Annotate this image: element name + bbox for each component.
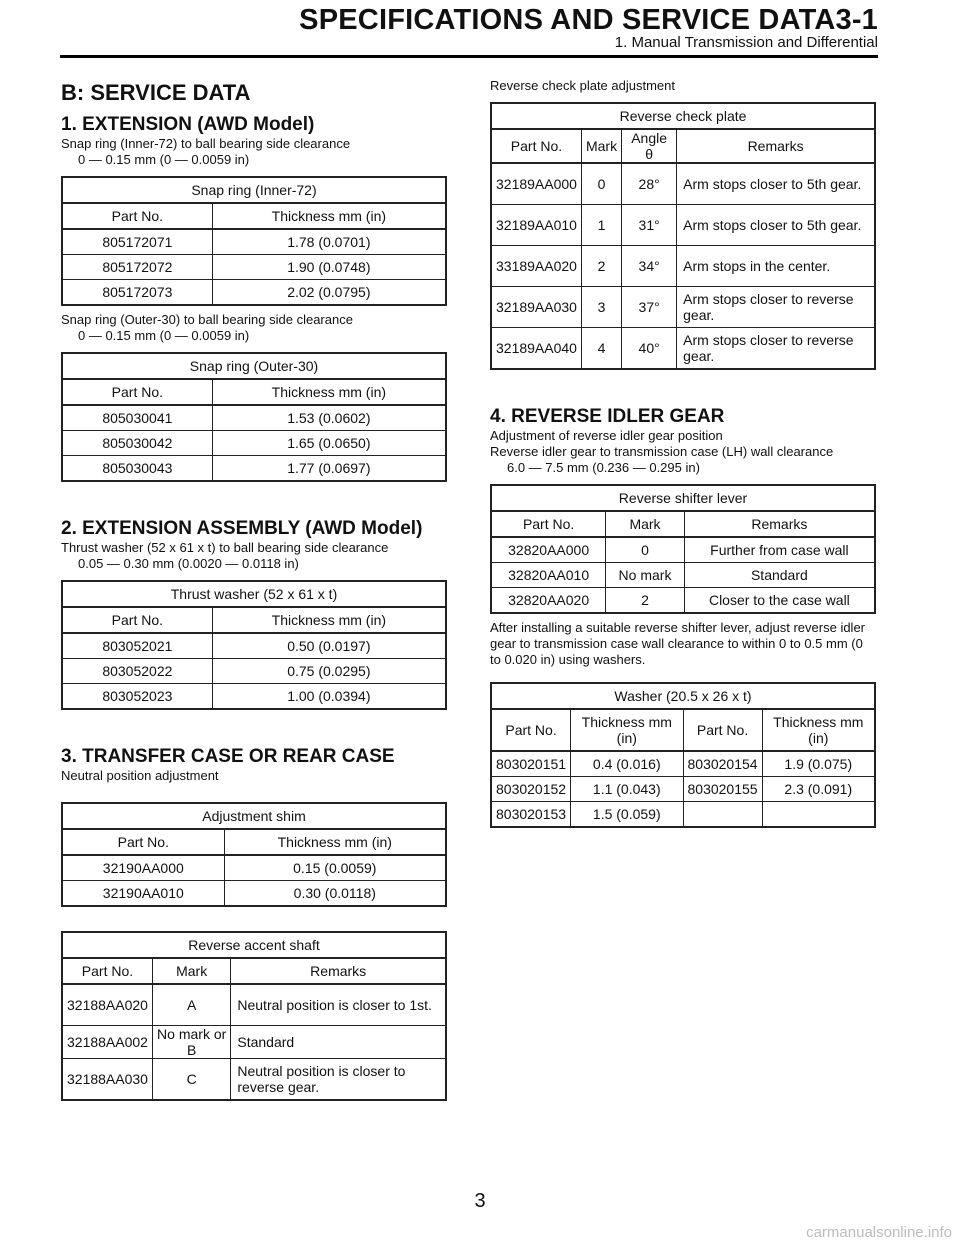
table-cell: 1.1 (0.043) xyxy=(571,777,683,802)
spec-note: Snap ring (Inner-72) to ball bearing side clearance xyxy=(61,136,351,151)
page-header-subtitle: 1. Manual Transmission and Differential xyxy=(614,34,878,51)
spec-table xyxy=(61,352,447,482)
watermark: carmanualsonline.info xyxy=(806,1224,952,1241)
table-row xyxy=(491,246,875,287)
table-cell: 32190AA000 xyxy=(62,855,224,881)
page-header-title xyxy=(299,4,878,37)
spec-note: Snap ring (Outer-30) to ball bearing side clearance xyxy=(61,312,353,327)
table-cell: Arm stops closer to reverse gear. xyxy=(677,287,875,328)
table-cell: 1.78 (0.0701) xyxy=(212,229,446,255)
header-title-text: SPECIFICATIONS AND SERVICE DATA xyxy=(299,4,836,36)
table-cell: 32188AA002 xyxy=(62,1026,152,1059)
table-cell: 803020155 xyxy=(683,777,762,802)
table-cell: Arm stops closer to 5th gear. xyxy=(677,205,875,246)
table-cell: 32188AA020 xyxy=(62,984,152,1026)
table-row xyxy=(62,659,446,684)
table-cell: 1 xyxy=(581,205,621,246)
table-cell: Arm stops closer to reverse gear. xyxy=(677,328,875,370)
table-cell: 805030042 xyxy=(62,431,212,456)
table-cell: 803052021 xyxy=(62,633,212,659)
table-cell: Standard xyxy=(231,1026,446,1059)
table-cell: 32189AA000 xyxy=(491,163,581,205)
spec-value: 0.05 — 0.30 mm (0.0020 — 0.0118 in) xyxy=(78,556,299,571)
table-cell: 37° xyxy=(622,287,677,328)
table-row xyxy=(62,855,446,881)
table-cell: No mark xyxy=(606,563,685,588)
table-cell: 33189AA020 xyxy=(491,246,581,287)
spec-table xyxy=(490,484,876,614)
section-heading: 2. EXTENSION ASSEMBLY (AWD Model) xyxy=(61,518,423,539)
table-cell: 32189AA040 xyxy=(491,328,581,370)
page-heading: B: SERVICE DATA xyxy=(61,80,251,105)
table-cell: Neutral position is closer to reverse gear. xyxy=(231,1059,446,1101)
column-header: Part No. xyxy=(683,709,762,751)
table-cell: 2.02 (0.0795) xyxy=(212,280,446,306)
table-cell: 803020151 xyxy=(491,751,571,777)
column-header: Part No. xyxy=(62,829,224,855)
table-row xyxy=(491,751,875,777)
column-header: Thickness mm (in) xyxy=(212,379,446,405)
table-row xyxy=(62,1059,446,1101)
table-cell: 2.3 (0.091) xyxy=(762,777,875,802)
table-row xyxy=(62,405,446,431)
table-row xyxy=(62,633,446,659)
table-caption: Snap ring (Inner-72) xyxy=(62,177,446,203)
table-row xyxy=(62,280,446,306)
table-cell: 0.30 (0.0118) xyxy=(224,881,446,907)
column-header: Part No. xyxy=(62,203,212,229)
table-cell: 0.50 (0.0197) xyxy=(212,633,446,659)
table-row xyxy=(491,802,875,828)
table-cell: Arm stops in the center. xyxy=(677,246,875,287)
table-cell: 805030041 xyxy=(62,405,212,431)
table-cell: 805172073 xyxy=(62,280,212,306)
spec-value: 0 — 0.15 mm (0 — 0.0059 in) xyxy=(78,328,250,343)
spec-table xyxy=(61,580,447,710)
table-cell: 32820AA000 xyxy=(491,537,606,563)
left-column xyxy=(61,78,447,1107)
header-section-number: 3-1 xyxy=(835,4,878,36)
column-header: Part No. xyxy=(491,129,581,163)
column-header: Mark xyxy=(152,958,230,984)
table-cell: 0.4 (0.016) xyxy=(571,751,683,777)
column-header: Thickness mm (in) xyxy=(571,709,683,751)
table-cell: 803052022 xyxy=(62,659,212,684)
column-header: Thickness mm (in) xyxy=(762,709,875,751)
column-header: Thickness mm (in) xyxy=(224,829,446,855)
table-row xyxy=(491,328,875,370)
table-row xyxy=(491,163,875,205)
table-cell: 805172071 xyxy=(62,229,212,255)
section-heading: 4. REVERSE IDLER GEAR xyxy=(490,406,725,427)
spec-note: Neutral position adjustment xyxy=(61,768,219,783)
column-header: Part No. xyxy=(62,958,152,984)
table-caption: Reverse shifter lever xyxy=(491,485,875,511)
table-cell: 1.53 (0.0602) xyxy=(212,405,446,431)
spec-table xyxy=(61,176,447,306)
spec-note: Adjustment of reverse idler gear position xyxy=(490,428,723,443)
table-cell: 0 xyxy=(581,163,621,205)
spec-table xyxy=(61,931,447,1101)
table-cell: 4 xyxy=(581,328,621,370)
table-row xyxy=(62,684,446,710)
table-caption: Thrust washer (52 x 61 x t) xyxy=(62,581,446,607)
column-header: Thickness mm (in) xyxy=(212,607,446,633)
column-header: Remarks xyxy=(231,958,446,984)
table-cell: 32188AA030 xyxy=(62,1059,152,1101)
table-cell: 34° xyxy=(622,246,677,287)
header-rule xyxy=(60,55,878,58)
table-row xyxy=(491,777,875,802)
table-row xyxy=(491,537,875,563)
spec-table xyxy=(61,802,447,907)
column-header: Part No. xyxy=(491,709,571,751)
table-cell: C xyxy=(152,1059,230,1101)
table-cell: 805030043 xyxy=(62,456,212,482)
spec-note: Reverse idler gear to transmission case (LH) wall clearance xyxy=(490,444,834,459)
spec-value: 6.0 — 7.5 mm (0.236 — 0.295 in) xyxy=(507,460,700,475)
table-cell: 1.65 (0.0650) xyxy=(212,431,446,456)
table-cell: No mark or B xyxy=(152,1026,230,1059)
table-cell: 31° xyxy=(622,205,677,246)
table-cell: 803020152 xyxy=(491,777,571,802)
table-cell: Arm stops closer to 5th gear. xyxy=(677,163,875,205)
table-row xyxy=(62,456,446,482)
table-row xyxy=(62,255,446,280)
spec-value: 0 — 0.15 mm (0 — 0.0059 in) xyxy=(78,152,250,167)
table-cell: 803020153 xyxy=(491,802,571,828)
table-caption: Reverse accent shaft xyxy=(62,932,446,958)
table-row xyxy=(62,984,446,1026)
table-cell: 32820AA010 xyxy=(491,563,606,588)
table-row xyxy=(491,588,875,614)
table-caption: Washer (20.5 x 26 x t) xyxy=(491,683,875,709)
table-cell xyxy=(762,802,875,828)
table-row xyxy=(491,205,875,246)
table-cell: 0.75 (0.0295) xyxy=(212,659,446,684)
table-row xyxy=(491,563,875,588)
table-cell: 1.90 (0.0748) xyxy=(212,255,446,280)
table-cell: 40° xyxy=(622,328,677,370)
table-cell: Neutral position is closer to 1st. xyxy=(231,984,446,1026)
section-heading: 3. TRANSFER CASE OR REAR CASE xyxy=(61,746,395,767)
table-cell: A xyxy=(152,984,230,1026)
table-row xyxy=(62,1026,446,1059)
table-cell: 1.77 (0.0697) xyxy=(212,456,446,482)
table-cell: 32189AA010 xyxy=(491,205,581,246)
table-caption: Reverse check plate xyxy=(491,103,875,129)
table-cell: 32820AA020 xyxy=(491,588,606,614)
column-header: Angle θ xyxy=(622,129,677,163)
table-cell: 1.9 (0.075) xyxy=(762,751,875,777)
table-cell: 803052023 xyxy=(62,684,212,710)
table-cell: 32190AA010 xyxy=(62,881,224,907)
table-caption: Snap ring (Outer-30) xyxy=(62,353,446,379)
table-cell: Standard xyxy=(684,563,875,588)
table-cell: 0.15 (0.0059) xyxy=(224,855,446,881)
table-cell: 1.00 (0.0394) xyxy=(212,684,446,710)
table-cell: 805172072 xyxy=(62,255,212,280)
table-cell xyxy=(683,802,762,828)
table-cell: 0 xyxy=(606,537,685,563)
right-column xyxy=(490,78,876,834)
spec-note: After installing a suitable reverse shifter lever, adjust reverse idler gear to transmission case wall clearance to within 0 to 0.5 mm (0 to 0.020 in) using washers. xyxy=(490,620,866,667)
table-row xyxy=(491,287,875,328)
table-row xyxy=(62,431,446,456)
table-cell: 2 xyxy=(581,246,621,287)
spec-note: Thrust washer (52 x 61 x t) to ball bearing side clearance xyxy=(61,540,389,555)
column-header: Remarks xyxy=(684,511,875,537)
section-heading: 1. EXTENSION (AWD Model) xyxy=(61,114,315,135)
page-number: 3 xyxy=(474,1190,486,1212)
column-header: Part No. xyxy=(62,607,212,633)
column-header: Mark xyxy=(606,511,685,537)
table-caption: Adjustment shim xyxy=(62,803,446,829)
table-row xyxy=(62,881,446,907)
column-header: Part No. xyxy=(62,379,212,405)
table-cell: 3 xyxy=(581,287,621,328)
column-header: Part No. xyxy=(491,511,606,537)
spec-note: Reverse check plate adjustment xyxy=(490,78,675,93)
table-cell: 803020154 xyxy=(683,751,762,777)
column-header: Mark xyxy=(581,129,621,163)
table-cell: Closer to the case wall xyxy=(684,588,875,614)
table-cell: 2 xyxy=(606,588,685,614)
table-cell: Further from case wall xyxy=(684,537,875,563)
spec-table xyxy=(490,682,876,828)
column-header: Remarks xyxy=(677,129,875,163)
column-header: Thickness mm (in) xyxy=(212,203,446,229)
table-row xyxy=(62,229,446,255)
table-cell: 32189AA030 xyxy=(491,287,581,328)
spec-table xyxy=(490,102,876,370)
table-cell: 1.5 (0.059) xyxy=(571,802,683,828)
table-cell: 28° xyxy=(622,163,677,205)
